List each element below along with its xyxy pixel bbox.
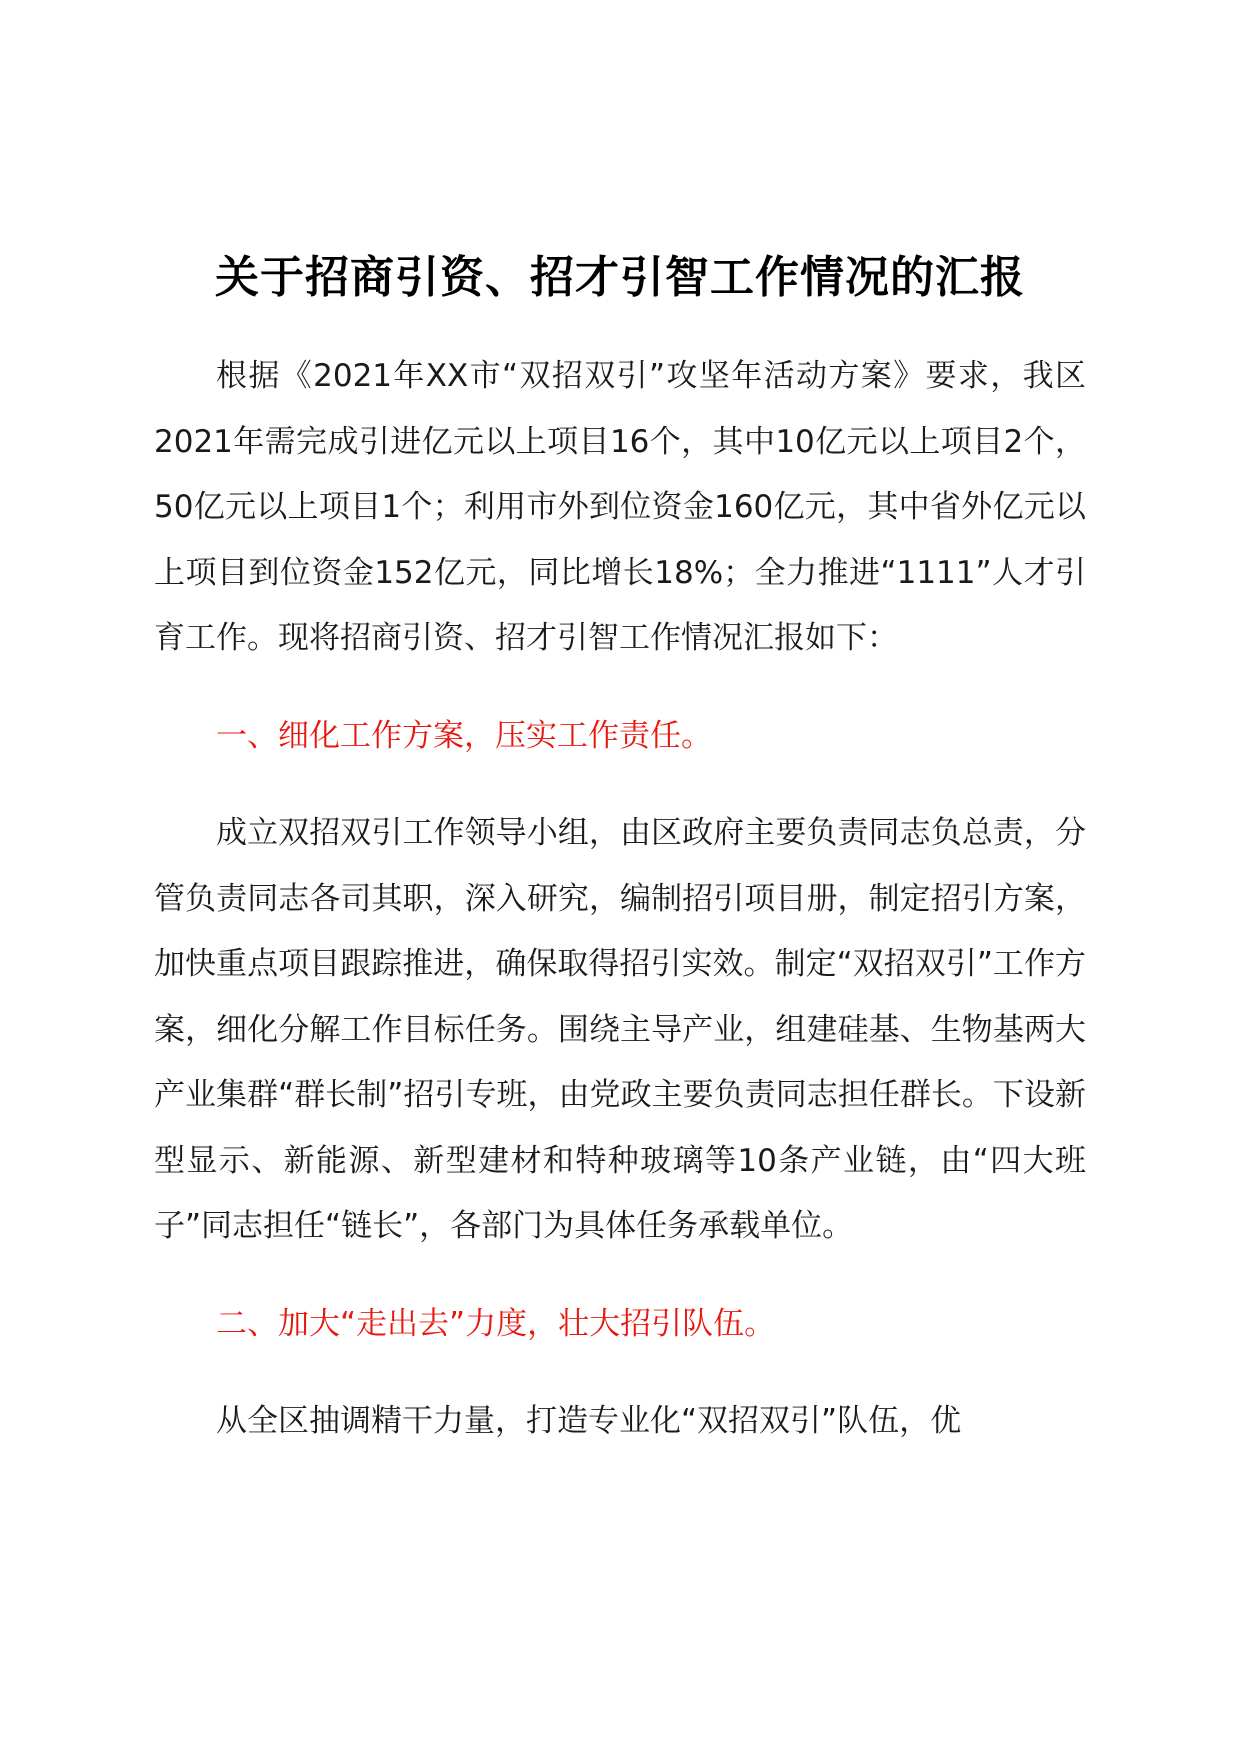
section-1-paragraph: 成立双招双引工作领导小组，由区政府主要负责同志负总责，分管负责同志各司其职，深入研究，编制招引项目册，制定招引方案，加快重点项目跟踪推进，确保取得招引实效。制定“双招双引”工作方案，细化分解工作目标任务。围绕主导产业，组建硅基、生物基两大产业集群“群长制”招引专班，由党政主要负责同志担任群长。下设新型显示、新能源、新型建材和特种玻璃等10条产业链，由“四大班子”同志担任“链长”，各部门为具体任务承载单位。 [154, 815, 1086, 1244]
section-2-heading: 二、加大“走出去”力度，壮大招引队伍。 [216, 1305, 776, 1342]
section-1-heading: 一、细化工作方案，压实工作责任。 [216, 717, 712, 754]
section-2-paragraph: 从全区抽调精干力量，打造专业化“双招双引”队伍，优 [216, 1403, 962, 1439]
intro-paragraph: 根据《2021年XX市“双招双引”攻坚年活动方案》要求，我区2021年需完成引进亿元以上项目16个，其中10亿元以上项目2个，50亿元以上项目1个；利用市外到位资金160亿元，其中省外亿元以上项目到位资金152亿元，同比增长18%；全力推进“1111”人才引育工作。现将招商引资、招才引智工作情况汇报如下： [154, 358, 1086, 656]
document-body [154, 344, 1086, 1487]
document-title: 关于招商引资、招才引智工作情况的汇报 [215, 252, 1025, 303]
